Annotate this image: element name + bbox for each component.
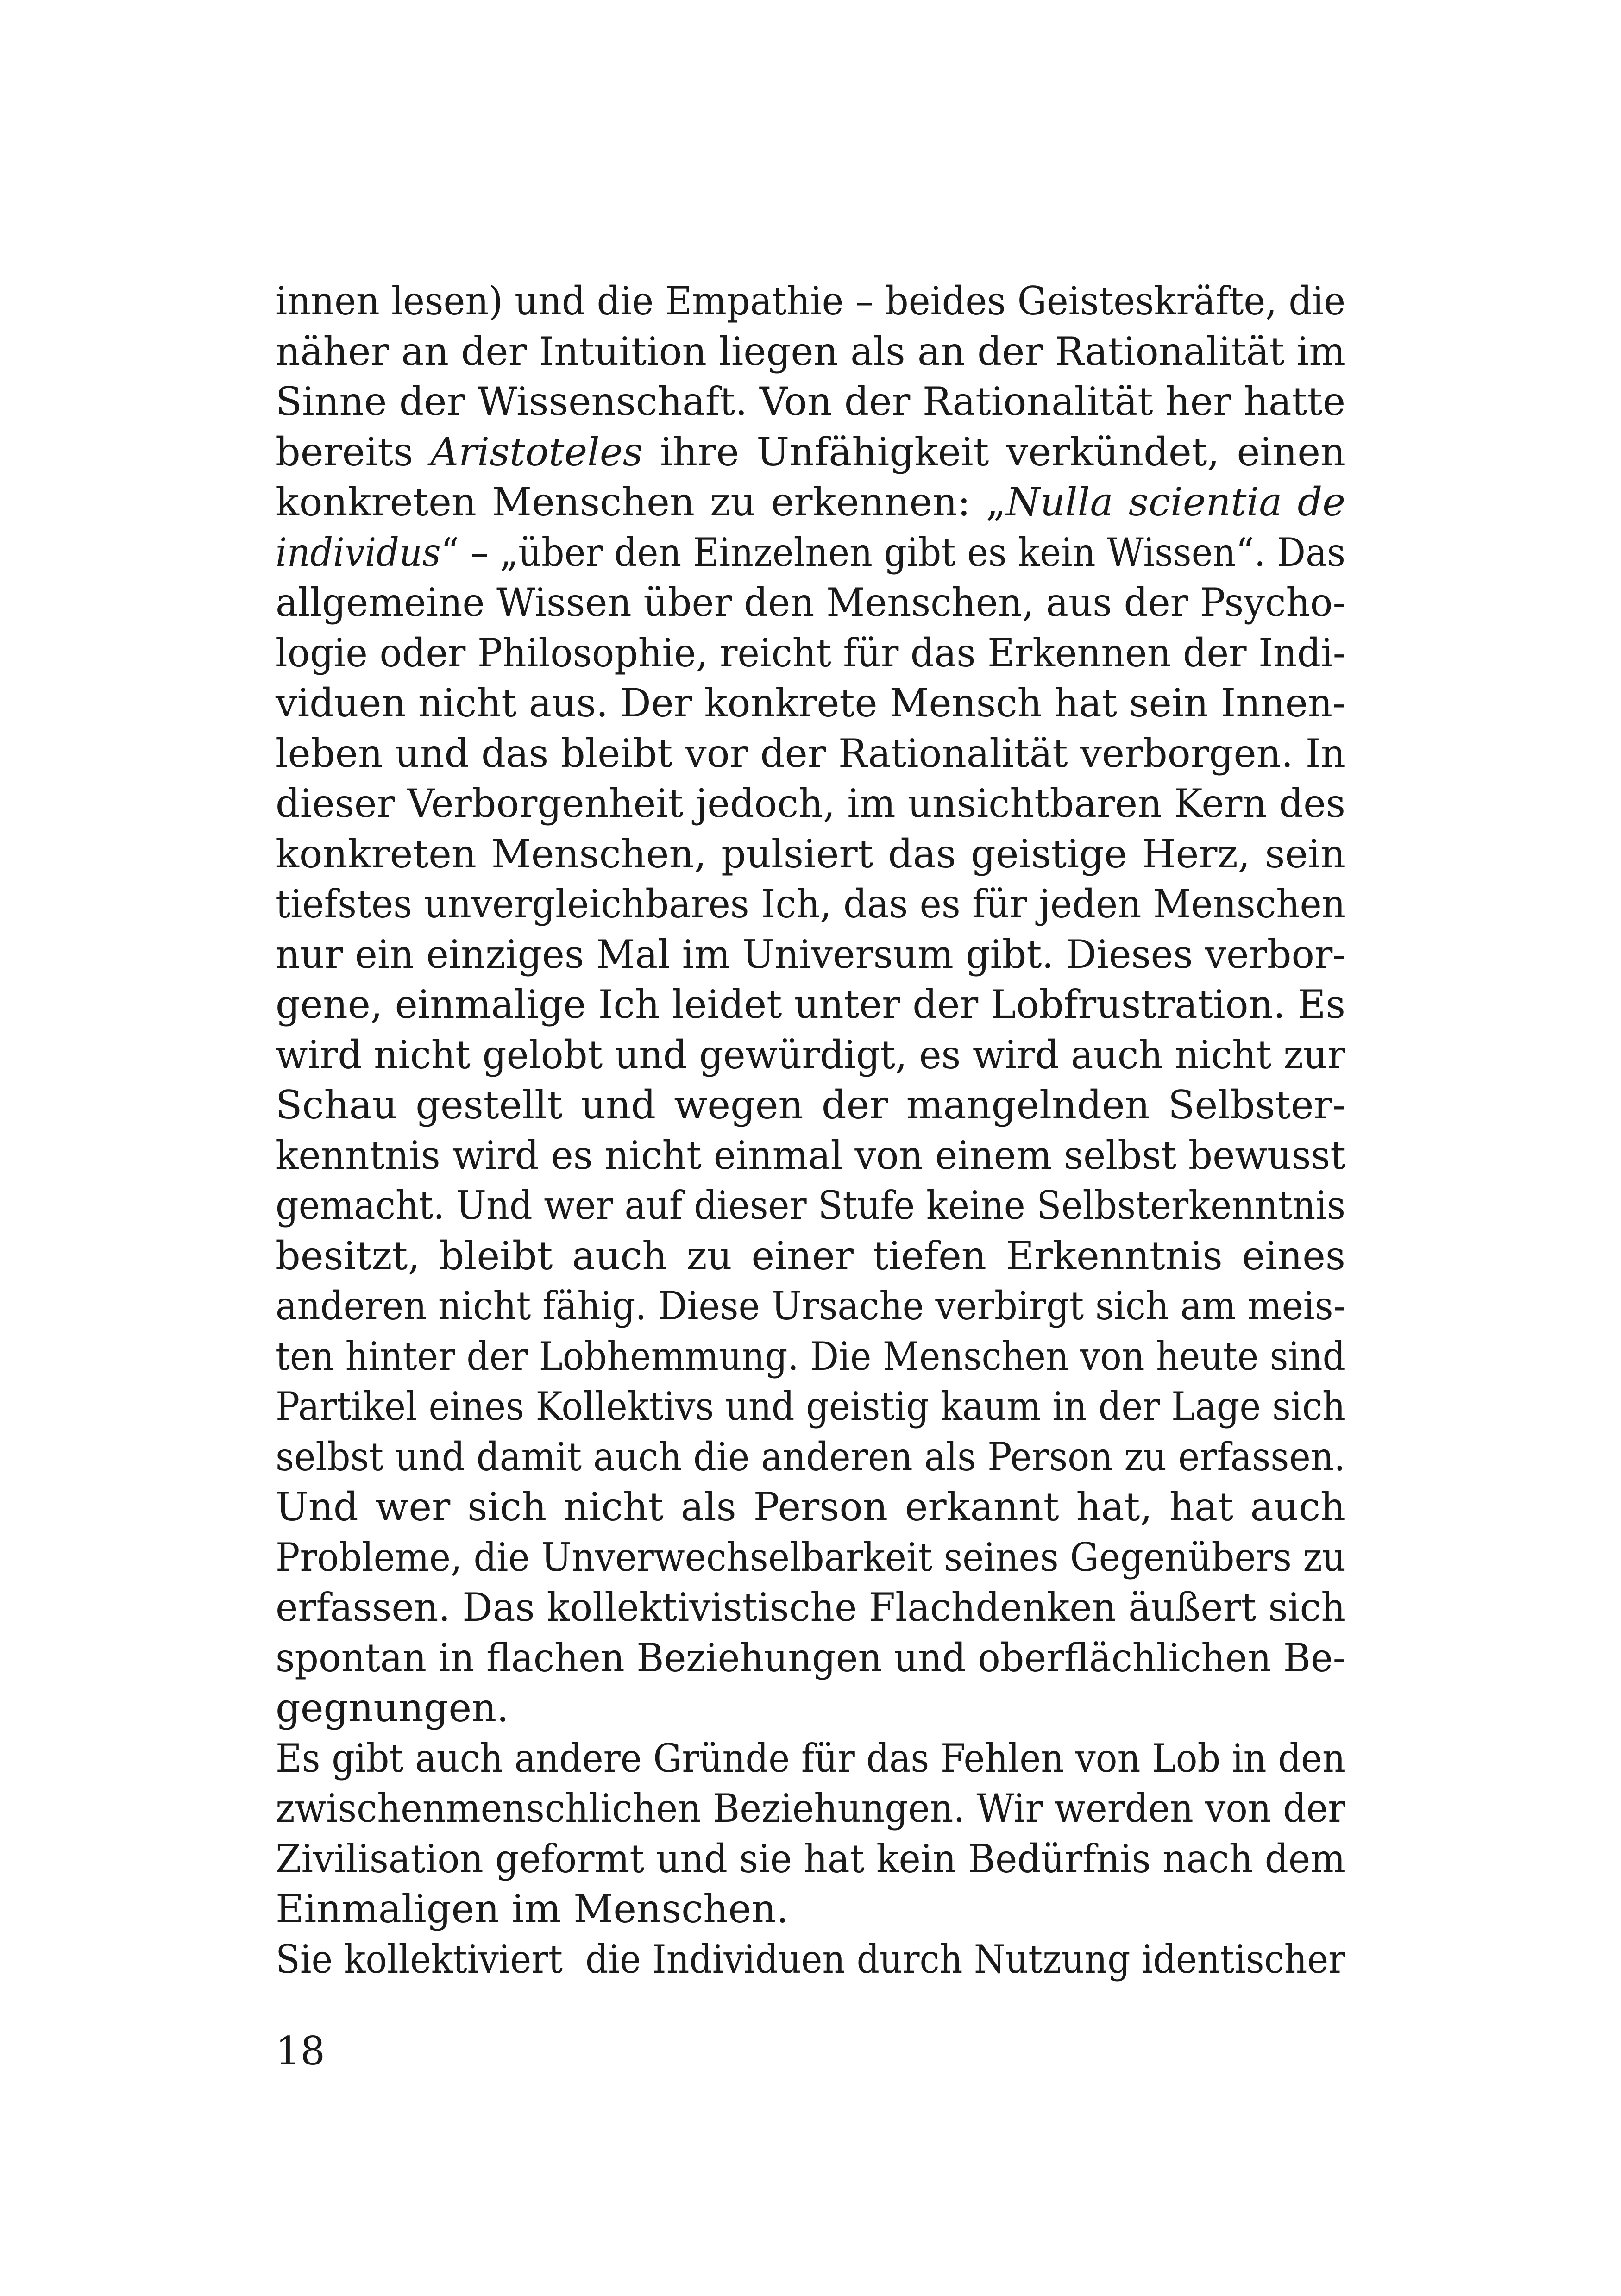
text-segment: tiefstes unvergleichbares Ich, das es für jeden Menschen	[276, 881, 1345, 927]
text-segment: Partikel eines Kollektivs und geistig kaum in der Lage sich	[276, 1384, 1345, 1429]
text-line	[276, 427, 1345, 477]
text-segment: Sinne der Wissenschaft. Von der Rationalität her hatte	[276, 379, 1345, 424]
text-line	[276, 1331, 1345, 1382]
text-segment: Zivilisation geformt und sie hat kein Bedürfnis nach dem	[276, 1836, 1345, 1882]
text-segment: viduen nicht aus. Der konkrete Mensch hat sein Innen-	[276, 680, 1345, 726]
text-segment: “ – „über den Einzelnen gibt es kein Wissen“. Das	[440, 529, 1345, 575]
text-line	[276, 326, 1345, 377]
text-line	[276, 1683, 1345, 1733]
italic-text: individus	[276, 529, 441, 575]
text-segment: leben und das bleibt vor der Rationalität verborgen. In	[276, 730, 1345, 776]
text-segment: gene, einmalige Ich leidet unter der Lobfrustration. Es	[276, 982, 1345, 1027]
text-line	[276, 1482, 1345, 1532]
text-segment: Sie kollektiviert die Individuen durch Nutzung identischer	[276, 1936, 1345, 1982]
text-line	[276, 1934, 1345, 1985]
italic-text: Aristoteles	[430, 429, 643, 475]
text-segment: nur ein einziges Mal im Universum gibt. Dieses verbor-	[276, 931, 1345, 977]
text-segment: konkreten Menschen zu erkennen: „	[276, 479, 1006, 525]
text-segment: gemacht. Und wer auf dieser Stufe keine Selbsterkenntnis	[276, 1183, 1345, 1228]
text-segment: Und wer sich nicht als Person erkannt hat, hat auch	[276, 1484, 1345, 1530]
text-line	[276, 1080, 1345, 1130]
text-segment: konkreten Menschen, pulsiert das geistige Herz, sein	[276, 831, 1345, 877]
text-segment: näher an der Intuition liegen als an der Rationalität im	[276, 328, 1345, 374]
body-text	[276, 276, 1345, 1984]
text-line	[276, 1432, 1345, 1482]
text-line	[276, 477, 1345, 527]
text-segment: gegnungen.	[276, 1685, 509, 1731]
text-segment: ten hinter der Lobhemmung. Die Menschen von heute sind	[276, 1333, 1345, 1379]
text-line	[276, 527, 1345, 578]
text-segment: zwischenmenschlichen Beziehungen. Wir werden von der	[276, 1786, 1345, 1831]
text-segment: allgemeine Wissen über den Menschen, aus der Psycho-	[276, 580, 1345, 625]
text-line	[276, 979, 1345, 1030]
text-line	[276, 1532, 1345, 1583]
text-line	[276, 778, 1345, 829]
text-segment: besitzt, bleibt auch zu einer tiefen Erkenntnis eines	[276, 1233, 1345, 1279]
text-line	[276, 1884, 1345, 1934]
text-segment: wird nicht gelobt und gewürdigt, es wird auch nicht zur	[276, 1032, 1345, 1078]
text-line	[276, 1030, 1345, 1080]
text-segment: anderen nicht fähig. Diese Ursache verbirgt sich am meis-	[276, 1283, 1345, 1329]
text-segment: Schau gestellt und wegen der mangelnden Selbster-	[276, 1082, 1345, 1128]
text-line	[276, 1231, 1345, 1281]
text-line	[276, 829, 1345, 879]
text-segment: Es gibt auch andere Gründe für das Fehlen von Lob in den	[276, 1735, 1345, 1781]
text-line	[276, 276, 1345, 326]
text-line	[276, 1733, 1345, 1784]
text-segment: Einmaligen im Menschen.	[276, 1886, 789, 1932]
text-line	[276, 1381, 1345, 1432]
text-line	[276, 1130, 1345, 1181]
text-line	[276, 1834, 1345, 1884]
text-segment: dieser Verborgenheit jedoch, im unsichtbaren Kern des	[276, 781, 1345, 826]
text-line	[276, 1633, 1345, 1683]
italic-text: Nulla scientia de	[1006, 479, 1345, 525]
text-line	[276, 577, 1345, 628]
text-line	[276, 728, 1345, 779]
text-line	[276, 628, 1345, 678]
text-line	[276, 929, 1345, 980]
text-line	[276, 376, 1345, 427]
text-segment: ihre Unfähigkeit verkündet, einen	[642, 429, 1345, 475]
text-line	[276, 1783, 1345, 1834]
text-segment: erfassen. Das kollektivistische Flachdenken äußert sich	[276, 1585, 1345, 1630]
text-segment: innen lesen) und die Empathie – beides Geisteskräfte, die	[276, 278, 1345, 324]
text-line	[276, 1281, 1345, 1331]
text-segment: spontan in flachen Beziehungen und oberflächlichen Be-	[276, 1635, 1345, 1681]
text-line	[276, 678, 1345, 728]
text-line	[276, 1582, 1345, 1633]
text-line	[276, 1180, 1345, 1231]
text-segment: Probleme, die Unverwechselbarkeit seines Gegenübers zu	[276, 1534, 1345, 1580]
text-segment: selbst und damit auch die anderen als Person zu erfassen.	[276, 1434, 1345, 1480]
text-segment: logie oder Philosophie, reicht für das Erkennen der Indi-	[276, 630, 1345, 676]
page-number: 18	[276, 2028, 325, 2074]
text-segment: kenntnis wird es nicht einmal von einem selbst bewusst	[276, 1132, 1345, 1178]
text-line	[276, 879, 1345, 929]
text-segment: bereits	[276, 429, 431, 475]
